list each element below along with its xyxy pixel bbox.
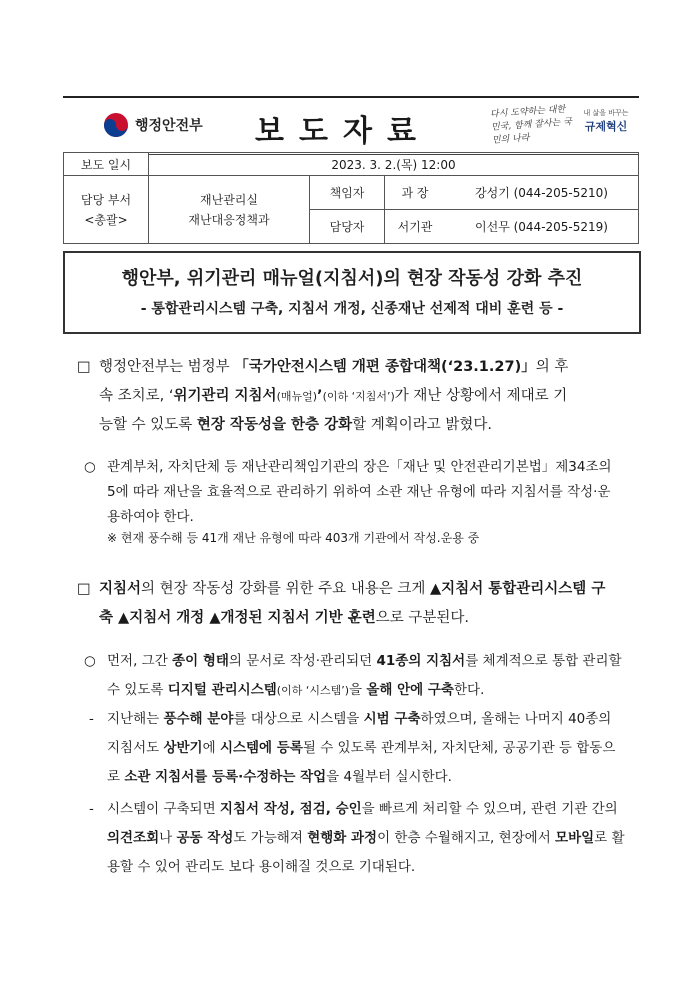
release-date-label: 보도 일시 (64, 153, 149, 176)
p5-bold: 상반기 (163, 740, 203, 756)
p5-bold: 풍수해 분야 (163, 711, 234, 727)
p1-bold: 현장 작동성을 한층 강화 (196, 417, 353, 433)
dash-marker: - (89, 801, 94, 817)
headline-box (63, 251, 641, 334)
p5-bold: 시스템에 등록 (219, 740, 303, 756)
p4-bold: 올해 안에 구축 (366, 682, 454, 698)
p5-text: 지난해는 (107, 711, 164, 727)
p6-text: 나 (159, 830, 177, 846)
taegeuk-emblem-icon (103, 112, 129, 138)
p4-text: 을 (348, 682, 367, 698)
role2-label: 담당자 (310, 210, 385, 244)
release-date-value: 2023. 3. 2.(목) 12:00 (149, 153, 639, 176)
section-marker: □ (77, 359, 91, 375)
p1-bold: 위기관리 지침서 (173, 388, 277, 404)
p1-small: (이하 ‘지침서’) (322, 390, 395, 403)
department-label-sub: <총괄> (84, 212, 128, 227)
department-name-line1: 재난관리실 (200, 192, 258, 207)
p6-bold: 현행화 과정 (307, 830, 378, 846)
department-label-text: 담당 부서 (80, 192, 132, 207)
paragraph-2: 관계부처, 자치단체 등 재난관리책임기관의 장은「재난 및 안전관리기본법」제34조의5에 따라 재난을 효율적으로 관리하기 위하여 소관 재난 유형에 따라 지침서를 작성·운용하여야 한다. (107, 459, 612, 525)
p6-bold: 공동 작성 (176, 830, 234, 846)
p4-text: 를 체계적으로 통합 관리할 수 있도록 (107, 653, 622, 698)
p5-text: 에 (202, 740, 220, 756)
p5-text: 하였으며, 올해는 나머지 40종의 지침서도 (107, 711, 612, 756)
p6-text: 이 한층 수월해지고, 현장에서 (377, 830, 556, 846)
item-marker: ○ (84, 459, 96, 475)
p3-bold: 지침서 (99, 581, 142, 597)
p1-text: 할 계획이라고 밝혔다. (352, 417, 492, 433)
p1-text: 행정안전부는 범정부 (99, 359, 235, 375)
p6-text: 도 가능해져 (233, 830, 308, 846)
p5-bold: 시범 구축 (363, 711, 421, 727)
press-header (63, 96, 639, 155)
p3-text: 의 현장 작동성 강화를 위한 주요 내용은 크게 (141, 581, 431, 597)
role2-title: 서기관 (385, 210, 446, 244)
item-marker: ○ (84, 653, 96, 669)
p5-text: 을 4월부터 실시한다. (326, 769, 452, 785)
department-label (64, 176, 149, 244)
department-name (149, 176, 310, 244)
p4-bold: 종이 형태 (172, 653, 229, 669)
role1-label: 책임자 (310, 176, 385, 210)
department-name-line2: 재난대응정책과 (188, 212, 270, 227)
paragraph-1 (99, 353, 579, 440)
p5-bold: 소관 지침서를 등록·수정하는 작업 (124, 769, 327, 785)
p6-bold: 의견조회 (107, 830, 160, 846)
paragraph-4 (107, 647, 627, 705)
p4-text: 먼저, 그간 (107, 653, 173, 669)
paragraph-6 (107, 795, 627, 882)
ministry-logo (103, 112, 203, 138)
press-release-title: 보도자료 (255, 114, 431, 149)
regulation-innovation-badge (577, 108, 635, 134)
p1-small: (매뉴얼) (276, 390, 318, 403)
ministry-name: 행정안전부 (135, 118, 203, 134)
p6-text: 을 빠르게 처리할 수 있으며, 관련 기관 간의 (361, 801, 618, 817)
p1-text: 가 재난 상황에서 제대로 기능할 수 있도록 (99, 388, 568, 433)
paragraph-3 (99, 575, 619, 633)
p4-small: (이하 ‘시스템’) (276, 684, 349, 697)
badge-title: 규제혁신 (584, 120, 628, 133)
p6-text: 로 활용할 수 있어 관리도 보다 용이해질 것으로 기대된다. (107, 830, 625, 875)
government-slogan: 다시 도약하는 대한민국, 함께 잘사는 국민의 나라 (489, 104, 573, 146)
p4-text: 한다. (453, 682, 485, 698)
p4-text: 의 문서로 작성·관리되던 (228, 653, 377, 669)
section-marker: □ (77, 581, 91, 597)
p5-text: 될 수 있도록 관계부처, 자치단체, 공공기관 등 합동으로 (107, 740, 616, 785)
p3-bold: ▲지침서 통합관리시스템 구축 ▲지침서 개정 ▲개정된 지침서 기반 훈련 (99, 581, 606, 626)
p6-bold: 지침서 작성, 점검, 승인 (219, 801, 362, 817)
headline-title: 행안부, 위기관리 매뉴얼(지침서)의 현장 작동성 강화 추진 (121, 268, 583, 289)
p3-text: 으로 구분된다. (375, 610, 469, 626)
role1-contact: 강성기 (044-205-5210) (445, 176, 639, 210)
paragraph-5 (107, 705, 627, 792)
release-info-table (63, 152, 639, 244)
p6-bold: 모바일 (555, 830, 595, 846)
p5-text: 를 대상으로 시스템을 (233, 711, 364, 727)
headline-subtitle: - 통합관리시스템 구축, 지침서 개정, 신종재난 선제적 대비 훈련 등 - (140, 301, 564, 317)
p1-bold: ’ (317, 388, 323, 404)
footnote: ※ 현재 풍수해 등 41개 재난 유형에 따라 403개 기관에서 작성.운용 중 (107, 531, 480, 545)
p1-bold: 「국가안전시스템 개편 종합대책(‘23.1.27)」 (234, 359, 536, 375)
dash-marker: - (89, 711, 94, 727)
badge-subtitle: 내 삶을 바꾸는 (583, 109, 629, 117)
role2-contact: 이선무 (044-205-5219) (445, 210, 639, 244)
p1-text: 의 후속 조치로, ‘ (99, 359, 569, 404)
p4-bold: 디지털 관리시스템 (167, 682, 277, 698)
p4-bold: 41종의 지침서 (376, 653, 466, 669)
role1-title: 과 장 (385, 176, 446, 210)
p6-text: 시스템이 구축되면 (107, 801, 220, 817)
